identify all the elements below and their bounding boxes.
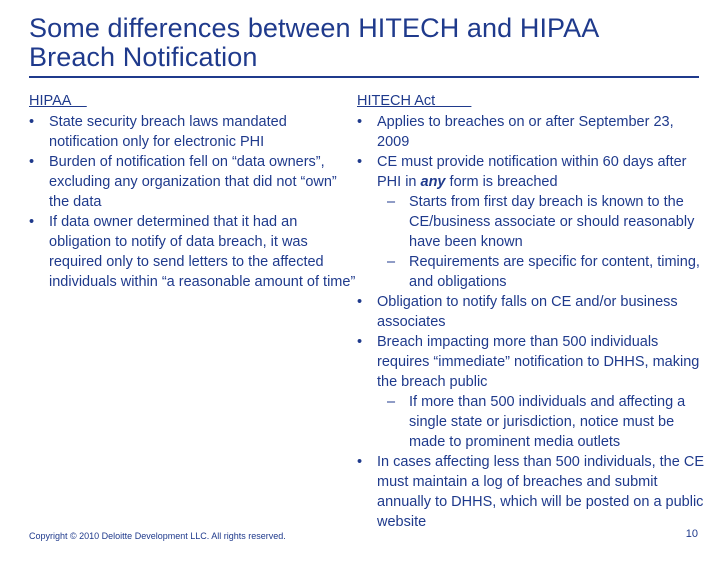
hitech-bullet-2-text-end: form is breached	[445, 174, 558, 190]
hipaa-column	[29, 91, 359, 292]
page-number: 10	[685, 528, 698, 540]
hipaa-bullet-list	[29, 112, 359, 292]
hitech-bullet-3: • Obligation to notify falls on CE and/or business associates	[357, 292, 707, 332]
hitech-bullet-5: • In cases affecting less than 500 individuals, the CE must maintain a log of breaches and submit annually to DHHS, which will be posted on a public website	[357, 452, 707, 532]
hipaa-bullet-1: • State security breach laws mandated notification only for electronic PHI	[29, 112, 359, 152]
hitech-column	[357, 91, 707, 532]
hipaa-heading: HIPAA	[29, 93, 87, 109]
hipaa-bullet-3: • If data owner determined that it had an obligation to notify of data breach, it was required only to send letters to the affected individuals within “a reasonable amount of time”	[29, 212, 359, 292]
hipaa-bullet-2: • Burden of notification fell on “data owners”, excluding any organization that did not “own” the data	[29, 152, 359, 212]
hitech-bullet-4: • Breach impacting more than 500 individuals requires “immediate” notification to DHHS, making the breach public	[357, 332, 707, 392]
slide-title	[29, 14, 699, 72]
hitech-heading: HITECH Act	[357, 93, 472, 109]
hitech-subbullet-2-1: – Starts from first day breach is known to the CE/business associate or should reasonably have been known	[357, 192, 707, 252]
hitech-bullet-2-text-start: CE must provide notification within 60 days after PHI in	[377, 154, 687, 190]
hitech-bullet-1: • Applies to breaches on or after September 23, 2009	[357, 112, 707, 152]
title-line-2: Breach Notification	[29, 42, 258, 72]
copyright-footer: Copyright © 2010 Deloitte Development LLC. All rights reserved.	[29, 531, 286, 541]
hitech-subbullet-4-1: – If more than 500 individuals and affecting a single state or jurisdiction, notice must be made to prominent media outlets	[357, 392, 707, 452]
hitech-bullet-list	[357, 112, 707, 532]
title-underline-divider	[29, 76, 699, 78]
hitech-bullet-2	[357, 152, 707, 192]
hitech-subbullet-2-2: – Requirements are specific for content, timing, and obligations	[357, 252, 707, 292]
title-line-1: Some differences between HITECH and HIPAA	[29, 13, 600, 43]
hitech-bullet-2-emphasis: any	[420, 174, 446, 190]
